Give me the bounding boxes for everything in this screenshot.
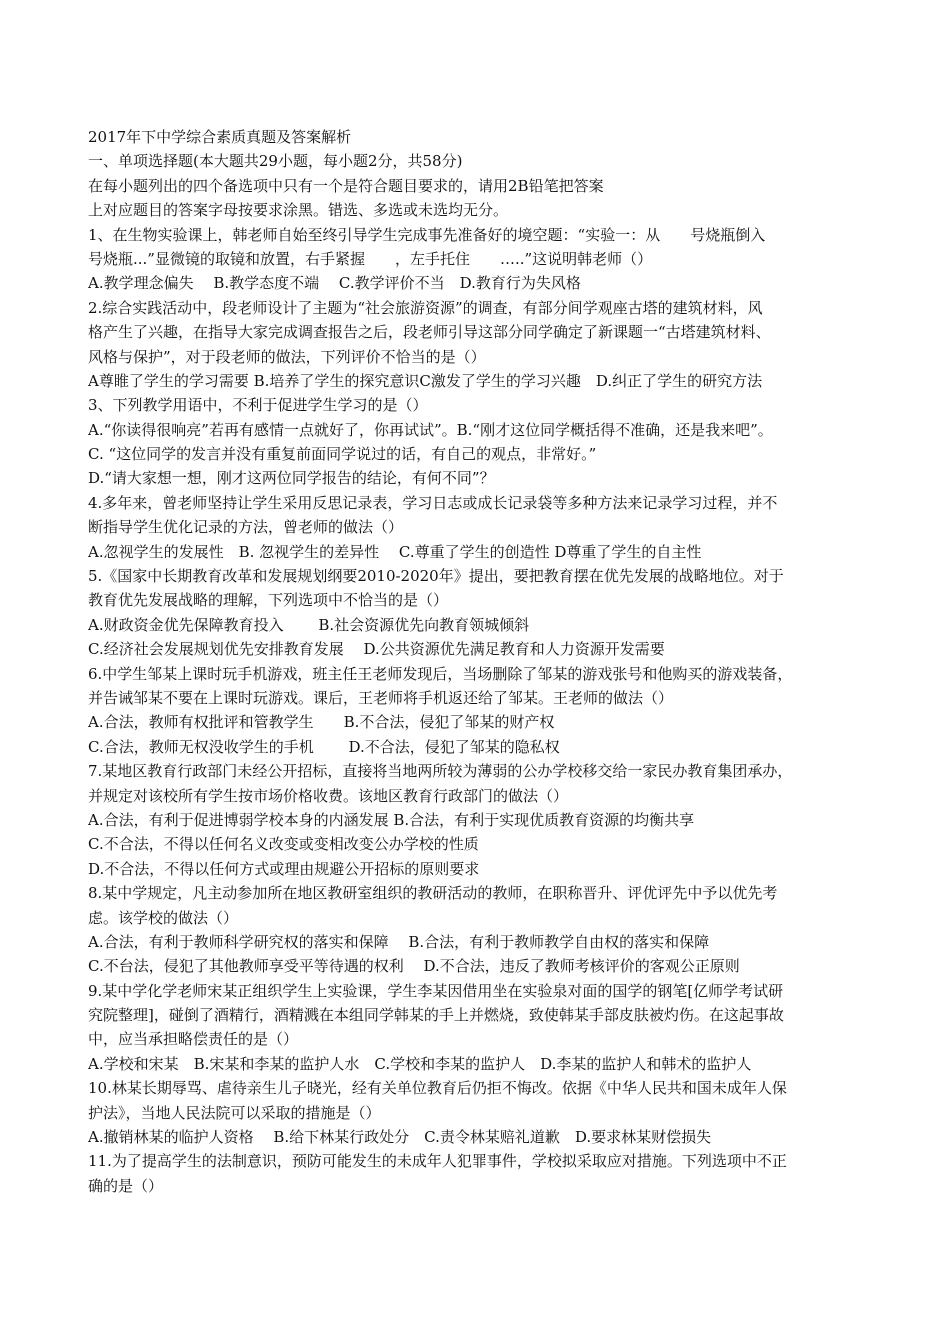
question-line: 确的是（） — [88, 1176, 164, 1195]
answer-options: D.“请大家想一想，刚才这两位同学报告的结论，有何不同”？ — [88, 469, 495, 488]
document-body — [88, 125, 868, 1198]
question-line: 8.某中学规定，凡主动参加所在地区教研室组织的教研活动的教师，在职称晋升、评优评先中予以优先考 — [88, 884, 778, 903]
question-line: 2.综合实践活动中，段老师设计了主题为“社会旅游资源”的调查，有部分间学观座古塔的建筑材料，风 — [88, 298, 763, 317]
question-line: 5.《国家中长期教育改革和发展规划纲要2010-2020年》提出，要把教育摆在优先发展的战略地位。对于 — [88, 567, 784, 586]
question-line: 格产生了兴趣，在指导大家完成调查报告之后，段老师引导这部分同学确定了新课题一“古塔建筑材料、 — [88, 323, 771, 342]
question-line: 教育优先发展战略的理解，下列选项中不恰当的是（） — [88, 591, 449, 610]
answer-options: C.合法，教师无权没收学生的手机 D.不合法，侵犯了邹某的隐私权 — [88, 737, 560, 756]
question-line: 护法》，当地人民法院可以采取的措施是（） — [88, 1103, 381, 1122]
question-line: 并告诫邹某不要在上课时玩游戏。课后，王老师将手机返还给了邹某。王老师的做法（） — [88, 688, 674, 707]
answer-options: A.合法，有利于促进博弱学校本身的内涵发展 B.合法，有利于实现优质教育资源的均衡共享 — [88, 810, 695, 829]
answer-options: A.忽视学生的发展性 B. 忽视学生的差异性 C.尊重了学生的创造性 D尊重了学生的自主性 — [88, 542, 702, 561]
answer-options: A.财政资金优先保障教育投入 B.社会资源优先向教育领城倾斜 — [88, 615, 530, 634]
answer-options: A.合法，教师有权批评和管教学生 B.不合法，侵犯了邹某的财产权 — [88, 713, 555, 732]
answer-options: A.学校和宋某 B.宋某和李某的监护人水 C.学校和李某的监护人 D.李某的监护人和韩术的监护人 — [88, 1054, 752, 1073]
question-line: 风格与保护”，对于段老师的做法，下列评价不恰当的是（） — [88, 347, 486, 366]
question-line: 号烧瓶...”显微镜的取镜和放置，右手紧握 ，左手托住 …..”这说明韩老师（） — [88, 249, 653, 268]
question-line: 4.多年来，曾老师坚持让学生采用反思记录表，学习日志或成长记录袋等多种方法来记录学习过程，并不 — [88, 493, 778, 512]
answer-options: D.不合法，不得以任何方式或理由规避公开招标的原则要求 — [88, 859, 480, 878]
question-line: 3、下列教学用语中，不利于促进学生学习的是（） — [88, 396, 428, 415]
question-line: 断指导学生优化记录的方法，曾老师的做法（） — [88, 518, 404, 537]
question-line: 7.某地区教育行政部门未经公开招标，直接将当地两所较为薄弱的公办学校移交给一家民办教育集团承办， — [88, 762, 793, 781]
answer-options: A.“你读得很响亮”若再有感情一点就好了，你再试试”。B.“刚才这位同学概括得不准确，还是我来吧”。 — [88, 420, 773, 439]
answer-options: A尊睢了学生的学习需要 B.培养了学生的探究意识C激发了学生的学习兴趣 D.纠正了学生的研究方法 — [88, 371, 763, 390]
answer-options: C. “这位同学的发言并没有重复前面同学说过的话，有自己的观点，非常好。” — [88, 445, 597, 464]
question-line: 并规定对该校所有学生按市场价格收费。该地区教育行政部门的做法（） — [88, 786, 569, 805]
answer-options: A.合法，有利于教师科学研究权的落实和保障 B.合法，有利于教师教学自由权的落实和保障 — [88, 932, 710, 951]
question-line: 11.为了提高学生的法制意识，预防可能发生的未成年人犯罪事件，学校拟采取应对措施。下列选项中不正 — [88, 1152, 787, 1171]
instruction-line: 在每小题列出的四个备选项中只有一个是符合题目要求的，请用2B铅笔把答案 — [88, 176, 604, 195]
answer-options: A.撤销林某的临护人资格 B.给下林某行政处分 C.责令林某赔礼道歉 D.要求林某财偿损失 — [88, 1128, 712, 1147]
answer-options: A.教学理念偏失 B.教学态度不端 C.教学评价不当 D.教育行为失风格 — [88, 274, 581, 293]
answer-options: C.经济社会发展规划优先安排教育发展 D.公共资源优先满足教育和人力资源开发需要 — [88, 640, 665, 659]
instruction-line: 上对应题目的答案字母按要求涂黑。错选、多选或未选均无分。 — [88, 201, 509, 220]
question-line: 虑。该学校的做法（） — [88, 908, 239, 927]
question-line: 中，应当承担略偿责任的是（） — [88, 1030, 299, 1049]
question-line: 9.某中学化学老师宋某正组织学生上实验课，学生李某因借用坐在实验泉对面的国学的钢笔[亿师学考试研 — [88, 981, 784, 1000]
answer-options: C.不台法，侵犯了其他教师享受平等待遇的权利 D.不合法，违反了教师考核评价的客观公正原则 — [88, 957, 740, 976]
answer-options: C.不合法，不得以任何名义改变或变相改变公办学校的性质 — [88, 835, 479, 854]
question-line: 1、在生物实验课上，韩老师自始至终引导学生完成事先准备好的境空题：“实验一：从 号烧瓶倒入 — [88, 225, 766, 244]
question-line: 究院整理]，碰倒了酒精行，酒精溅在本组同学韩某的手上并燃烧，致使韩某手部皮肤被灼伤。在这起事故 — [88, 1006, 784, 1025]
document-title: 2017年下中学综合素质真题及答案解析 — [88, 128, 352, 146]
question-line: 6.中学生邹某上课时玩手机游戏，班主任王老师发现后，当场删除了邹某的游戏张号和他购买的游戏装备， — [88, 664, 793, 683]
question-line: 10.林某长期辱骂、虐待亲生儿子晓光，经有关单位教育后仍拒不悔改。依据《中华人民共和国未成年人保 — [88, 1079, 787, 1098]
section-heading: 一、单项选择题(本大题共29小题，每小题2分，共58分) — [88, 152, 463, 171]
